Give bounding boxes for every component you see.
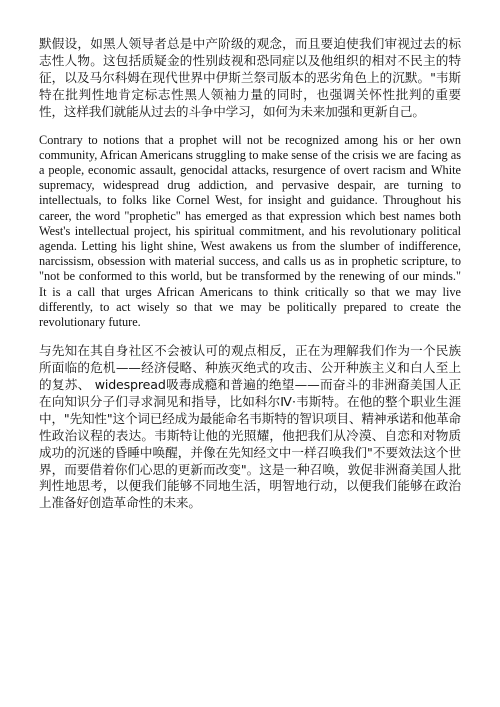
document-page — [39, 36, 461, 512]
english-body-paragraph: Contrary to notions that a prophet will not be recognized among his or her own community, African Americans struggling to make sense of the crisis we are facing as a people, economic assault, genocidal attacks, resurgence of overt racism and White supremacy, widespread drug addiction, and pervasive despair, are turning to intellectuals, to folks like Cornel West, for insight and guidance. Throughout his career, the word "prophetic" has emerged as that expression which best names both West's intellectual project, his spiritual commitment, and his revolutionary political agenda. Letting his light shine, West awakens us from the slumber of indifference, narcissism, obsession with material success, and calls us as in prophetic scripture, to "not be conformed to this world, but be transformed by the renewing of our minds." It is a call that urges African Americans to think critically so that we may live differently, to act wisely so that we may be politically prepared to create the revolutionary future. — [39, 132, 461, 329]
chinese-translation-paragraph: 与先知在其自身社区不会被认可的观点相反，正在为理解我们作为一个民族所面临的危机——经济侵略、种族灭绝式的攻击、公开种族主义和白人至上的复苏、 widespread吸毒成瘾和普遍的绝望——而奋斗的非洲裔美国人正在向知识分子们寻求洞见和指导，比如科尔Ⅳ·韦斯特。在他的整个职业生涯中，"先知性"这个词已经成为最能命名韦斯特的智识项目、精神承诺和他革命性政治议程的表达。韦斯特让他的光照耀，他把我们从冷漠、自恋和对物质成功的沉迷的昏睡中唤醒，并像在先知经文中一样召唤我们"不要效法这个世界，而要借着你们心思的更新而改变"。这是一种召唤，敦促非洲裔美国人批判性地思考，以便我们能够不同地生活，明智地行动，以便我们能够在政治上准备好创造革命性的未来。 — [39, 343, 461, 511]
chinese-intro-paragraph: 默假设，如黑人领导者总是中产阶级的观念，而且要迫使我们审视过去的标志性人物。这包括质疑金的性别歧视和恐同症以及他组织的相对不民主的特征，以及马尔科姆在现代世界中伊斯兰祭司版本的恶劣角色上的沉默。"韦斯特在批判性地肯定标志性黑人领袖力量的同时，也强调关怀性批判的重要性，这样我们就能从过去的斗争中学习，如何为未来加强和更新自己。 — [39, 36, 461, 119]
